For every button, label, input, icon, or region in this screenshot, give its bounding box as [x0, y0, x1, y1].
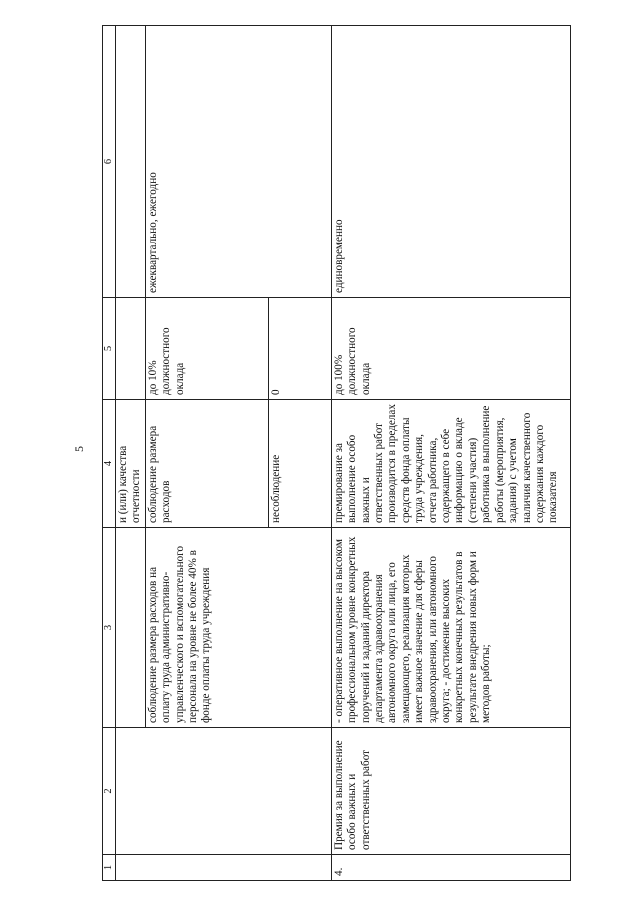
cont-col-3-top	[116, 528, 146, 728]
cont-col-6: ежеквартально, ежегодно	[145, 26, 331, 298]
payments-table	[102, 25, 571, 881]
cont-col-4-top: и (или) качества отчетности	[116, 400, 146, 528]
cont-col-1	[116, 855, 332, 881]
row4-col-4: премирование за выполнение особо важных и ответственных работ производится в пределах средств фонда оплаты труда учреждения, отчета работника, содержащего в себе информацию о вкладе (степени участия) работника в выполнение работы (мероприятия, задания) с учетом наличия качественного содержания каждого показателя	[331, 400, 570, 528]
cont-col-5-top	[116, 298, 146, 400]
header-col-5: 5	[103, 298, 116, 400]
cont-col-3: соблюдение размера расходов на оплату труда административно-управленческого и вспомогательного персонала на уровне не более 40% в фонде оплаты труда учреждения	[145, 528, 331, 728]
cont-col-2	[116, 728, 332, 855]
row4-col-5: до 100% должностного оклада	[331, 298, 570, 400]
table-wrapper	[102, 26, 607, 881]
cont-col-4-comply: соблюдение размера расходов	[145, 400, 268, 528]
header-col-6: 6	[103, 26, 116, 298]
row4-col-1: 4.	[331, 855, 570, 881]
cont-col-6-top	[116, 26, 146, 298]
header-row	[103, 26, 116, 881]
cont-col-5-noncomply: 0	[268, 298, 331, 400]
row4-col-6: единовременно	[331, 26, 570, 298]
page-number: 5	[72, 446, 86, 452]
header-col-4: 4	[103, 400, 116, 528]
table-row	[331, 26, 570, 881]
row4-col-3: - оперативное выполнение на высоком профессиональном уровне конкретных поручений и заданий директора департамента здравоохранения автономного округа или лица, его замещающего, реализация которых имеет важное значение для сферы здравоохранения, или автономного округа; - достижение высоких конкретных конечных результатов в результате внедрения новых форм и методов работы;	[331, 528, 570, 728]
rotated-table-area	[102, 26, 607, 881]
cont-col-5-comply: до 10% должностного оклада	[145, 298, 268, 400]
table-row	[116, 26, 146, 881]
header-col-2: 2	[103, 728, 116, 855]
header-col-3: 3	[103, 528, 116, 728]
header-col-1: 1	[103, 855, 116, 881]
row4-col-2: Премия за выполнение особо важных и ответственных работ	[331, 728, 570, 855]
cont-col-4-noncomply: несоблюдение	[268, 400, 331, 528]
